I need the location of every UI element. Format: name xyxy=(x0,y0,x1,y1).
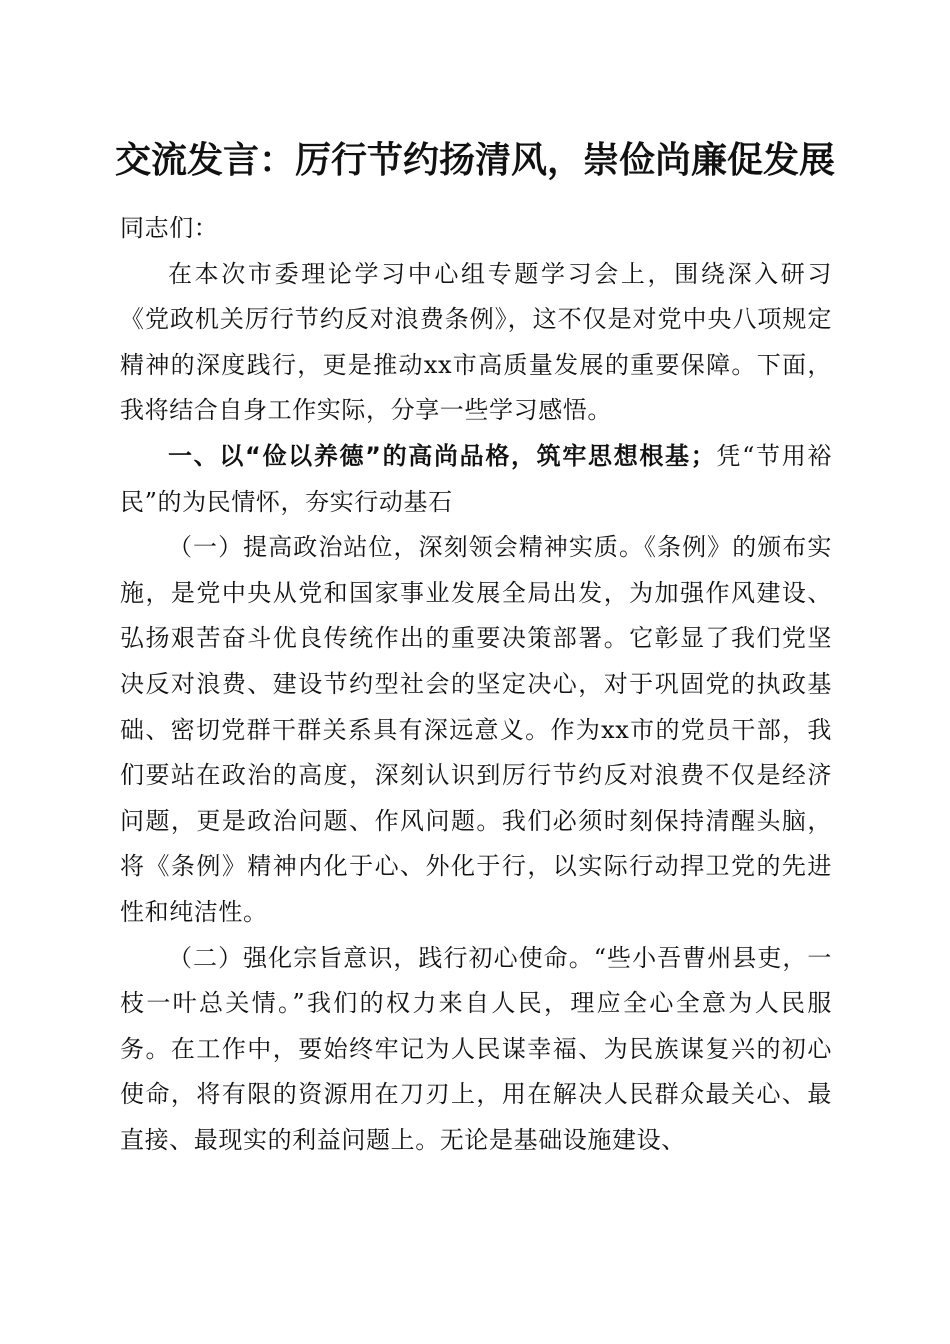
paragraph-2: （二）强化宗旨意识，践行初心使命。“些小吾曹州县吏，一枝一叶总关情。”我们的权力来自人民，理应全心全意为人民服务。在工作中，要始终牢记为人民谋幸福、为民族谋复兴的初心使命，将有限的资源用在刀刃上，用在解决人民群众最关心、最直接、最现实的利益问题上。无论是基础设施建设、 xyxy=(120,943,832,1154)
salutation: 同志们： xyxy=(120,214,219,242)
section-heading-1 xyxy=(120,434,832,525)
intro-paragraph: 在本次市委理论学习中心组专题学习会上，围绕深入研习《党政机关厉行节约反对浪费条例》，这不仅是对党中央八项规定精神的深度践行，更是推动xx市高质量发展的重要保障。下面，我将结合自身工作实际，分享一些学习感悟。 xyxy=(120,259,832,425)
section-heading-1-bold: 一、以“俭以养德”的高尚品格，筑牢思想根基； xyxy=(168,441,716,470)
paragraph-1: （一）提高政治站位，深刻领会精神实质。《条例》的颁布实施，是党中央从党和国家事业发展全局出发，为加强作风建设、弘扬艰苦奋斗优良传统作出的重要决策部署。它彰显了我们党坚决反对浪费、建设节约型社会的坚定决心，对于巩固党的执政基础、密切党群干群关系具有深远意义。作为xx市的党员干部，我们要站在政治的高度，深刻认识到厉行节约反对浪费不仅是经济问题，更是政治问题、作风问题。我们必须时刻保持清醒头脑，将《条例》精神内化于心、外化于行，以实际行动捍卫党的先进性和纯洁性。 xyxy=(120,533,832,926)
document-title: 交流发言：厉行节约扬清风，崇俭尚廉促发展 xyxy=(114,139,835,181)
section-heading-1-rest: 凭“节用裕民”的为民情怀，夯实行动基石 xyxy=(120,441,832,516)
document-body xyxy=(120,206,832,1163)
